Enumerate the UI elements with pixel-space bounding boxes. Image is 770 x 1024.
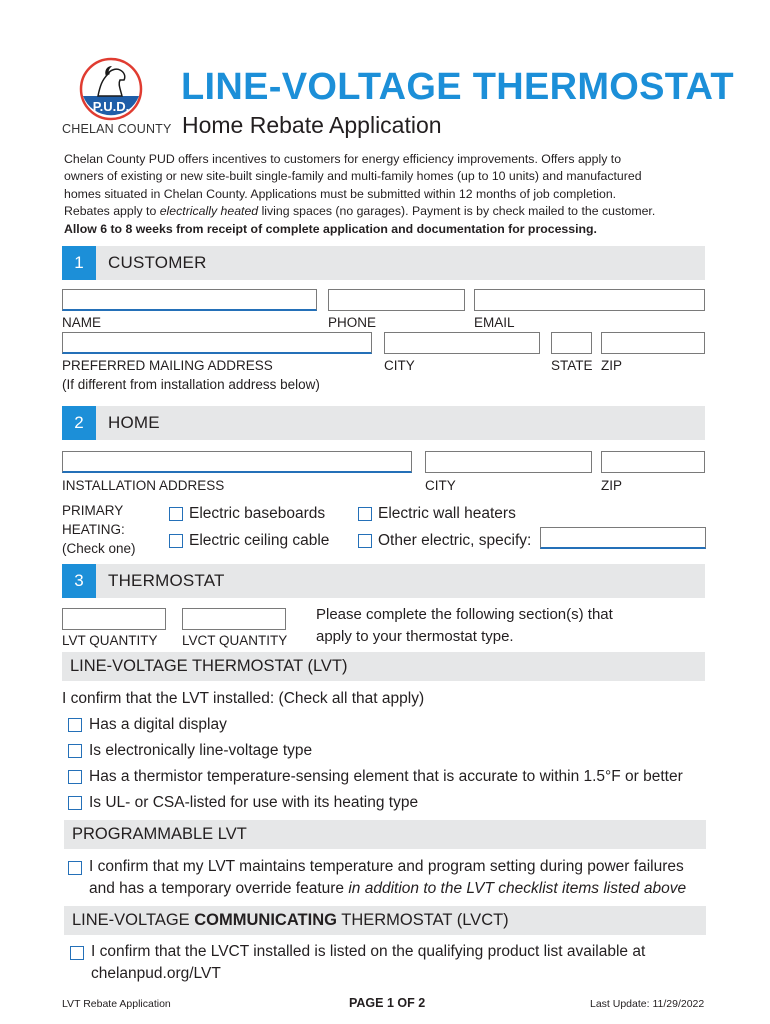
installation-address-field[interactable] (62, 451, 412, 473)
name-label: NAME (62, 315, 102, 330)
lvct-confirm-line1: I confirm that the LVCT installed is listed on the qualifying product list available at (91, 943, 646, 960)
footer-last-update: Last Update: 11/29/2022 (590, 998, 705, 1010)
primary-heating-label: PRIMARY HEATING: (Check one) (62, 503, 136, 556)
lvt-quantity-field[interactable] (62, 608, 166, 630)
lvt-item-label: Has a digital display (89, 716, 227, 733)
mailing-city-field[interactable] (384, 332, 540, 354)
electric-baseboards-checkbox[interactable] (169, 507, 183, 521)
lvct-subsection-title: LINE-VOLTAGE COMMUNICATING THERMOSTAT (LVCT) (72, 911, 509, 929)
logo-pud-text: P.U.D. (92, 99, 130, 114)
mailing-state-label: STATE (551, 358, 593, 373)
programmable-confirm-line1: I confirm that my LVT maintains temperature and program setting during power failures (89, 858, 684, 875)
email-field[interactable] (474, 289, 705, 311)
ul-csa-listed-checkbox[interactable] (68, 796, 82, 810)
installation-zip-field[interactable] (601, 451, 705, 473)
section-thermostat-header (62, 564, 705, 598)
logo-county-text: CHELAN COUNTY (62, 122, 172, 136)
programmable-confirm-checkbox[interactable] (68, 861, 82, 875)
email-label: EMAIL (474, 315, 515, 330)
mailing-state-field[interactable] (551, 332, 592, 354)
section-title: THERMOSTAT (108, 571, 225, 590)
lvt-subsection-title: LINE-VOLTAGE THERMOSTAT (LVT) (70, 657, 348, 675)
lvct-subsection-header (64, 906, 706, 935)
programmable-subsection-header (64, 820, 706, 849)
electric-wall-heaters-label: Electric wall heaters (378, 505, 516, 522)
thermistor-checkbox[interactable] (68, 770, 82, 784)
page-title: LINE-VOLTAGE THERMOSTAT (181, 66, 734, 108)
phone-field[interactable] (328, 289, 465, 311)
section-title: HOME (108, 413, 160, 432)
mailing-city-label: CITY (384, 358, 415, 373)
intro-paragraph: Chelan County PUD offers incentives to customers for energy efficiency improvements. Offers apply to owners of existing or new site-built single-family and multi-family homes (up to 10 units) and manufactured homes situated in Chelan County. Applications must be submitted within 12 months of job completion. Rebates apply to electrically heated living spaces (no garages). Payment is by check mailed to the customer. Allow 6 to 8 weeks from receipt of complete application and documentation for processing. (64, 152, 656, 236)
installation-address-label: INSTALLATION ADDRESS (62, 478, 225, 493)
section-number: 2 (62, 406, 96, 440)
phone-label: PHONE (328, 315, 377, 330)
installation-zip-label: ZIP (601, 478, 623, 493)
line-voltage-type-checkbox[interactable] (68, 744, 82, 758)
lvt-item-label: Is electronically line-voltage type (89, 742, 313, 759)
electric-ceiling-cable-label: Electric ceiling cable (189, 532, 330, 549)
electric-baseboards-label: Electric baseboards (189, 505, 326, 522)
name-field[interactable] (62, 289, 317, 311)
programmable-confirm-line2: and has a temporary override feature in addition to the LVT checklist items listed above (89, 880, 687, 897)
lvct-quantity-field[interactable] (182, 608, 286, 630)
section-customer-header (62, 246, 705, 280)
lvt-confirm-text: I confirm that the LVT installed: (Check all that apply) (62, 690, 425, 707)
footer-form-name: LVT Rebate Application (62, 998, 171, 1010)
section-home-header (62, 406, 705, 440)
mailing-address-label: PREFERRED MAILING ADDRESS (62, 358, 273, 373)
installation-city-label: CITY (425, 478, 456, 493)
lvt-subsection-header (62, 652, 705, 681)
other-electric-label: Other electric, specify: (378, 532, 532, 549)
other-electric-specify-field[interactable] (540, 527, 706, 549)
section-number: 3 (62, 564, 96, 598)
footer-page-number: PAGE 1 OF 2 (349, 996, 426, 1010)
other-electric-checkbox[interactable] (358, 534, 372, 548)
mailing-zip-label: ZIP (601, 358, 623, 373)
lvct-confirm-checkbox[interactable] (70, 946, 84, 960)
digital-display-checkbox[interactable] (68, 718, 82, 732)
page-subtitle: Home Rebate Application (182, 112, 442, 138)
thermostat-instruction-line1: Please complete the following section(s) that (316, 606, 613, 623)
electric-ceiling-cable-checkbox[interactable] (169, 534, 183, 548)
mailing-address-field[interactable] (62, 332, 372, 354)
installation-city-field[interactable] (425, 451, 592, 473)
lvct-quantity-label: LVCT QUANTITY (182, 633, 288, 648)
thermostat-instruction-line2: apply to your thermostat type. (316, 628, 514, 645)
electric-wall-heaters-checkbox[interactable] (358, 507, 372, 521)
section-number: 1 (62, 246, 96, 280)
programmable-subsection-title: PROGRAMMABLE LVT (72, 825, 247, 843)
lvt-item-label: Is UL- or CSA-listed for use with its heating type (89, 794, 419, 811)
mailing-zip-field[interactable] (601, 332, 705, 354)
lvct-confirm-line2: chelanpud.org/LVT (91, 965, 221, 982)
lvt-quantity-label: LVT QUANTITY (62, 633, 158, 648)
mailing-address-note: (If different from installation address below) (62, 377, 320, 392)
section-title: CUSTOMER (108, 253, 207, 272)
lvt-item-label: Has a thermistor temperature-sensing element that is accurate to within 1.5°F or better (89, 768, 683, 785)
